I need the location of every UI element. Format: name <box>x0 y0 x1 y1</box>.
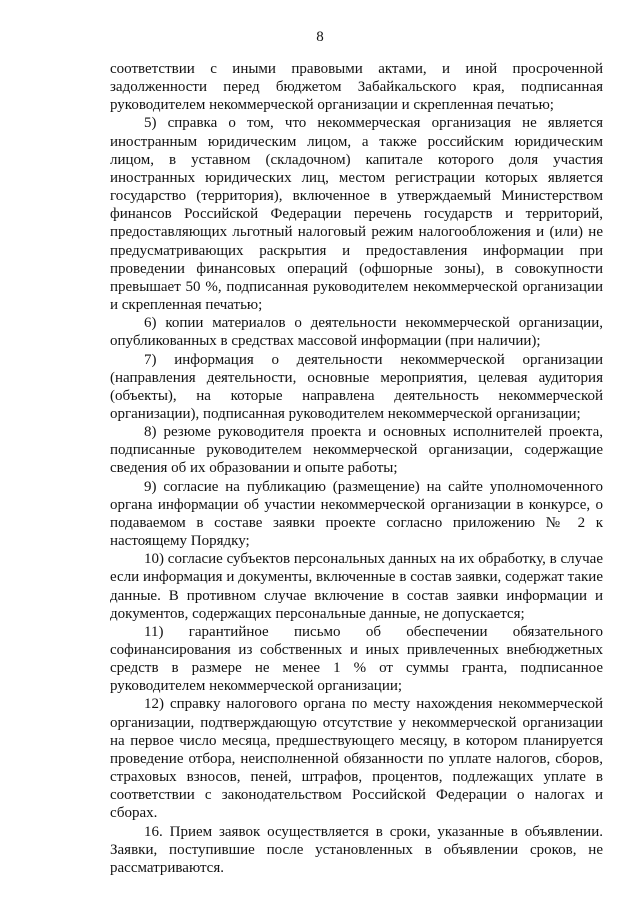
paragraph-section-16: 16. Прием заявок осуществляется в сроки, указанные в объявлении. Заявки, поступившие после установленных в объявлении сроков, не рассматриваются. <box>110 823 603 876</box>
paragraph-item-8: 8) резюме руководителя проекта и основных исполнителей проекта, подписанные руководителем некоммерческой организации, содержащие сведения об их образовании и опыте работы; <box>110 424 603 477</box>
paragraph-item-11: 11) гарантийное письмо об обеспечении обязательного софинансирования из собственных и иных привлеченных внебюджетных средств в размере не менее 1 % от суммы гранта, подписанное руководителем некоммерческой организации; <box>110 623 603 695</box>
paragraph-item-9: 9) согласие на публикацию (размещение) на сайте уполномоченного органа информации об участии некоммерческой организации в конкурсе, о подаваемом в составе заявки проекте согласно приложению № 2 к настоящему Порядку; <box>110 478 603 550</box>
paragraph-item-5: 5) справка о том, что некоммерческая организация не является иностранным юридическим лицом, а также российским юридическим лицом, в уставном (складочном) капитале которого доля участия иностранных юридических лиц, местом регистрации которых является государство (территория), включенное в утверждаемый Министерством финансов Российской Федерации перечень государств и территорий, предоставляющих льготный налоговый режим налогообложения и (или) не предусматривающих раскрытия и предоставления информации при проведении финансовых операций (офшорные зоны), в совокупности превышает 50 %, подписанная руководителем некоммерческой организации и скрепленная печатью; <box>110 115 603 314</box>
paragraph-item-10: 10) согласие субъектов персональных данных на их обработку, в случае если информация и документы, включенные в состав заявки, содержат такие данные. В противном случае включение в состав заявки информации и документов, содержащих персональные данные, не допускается; <box>110 551 603 622</box>
paragraph-item-12: 12) справку налогового органа по месту нахождения некоммерческой организации, подтверждающую отсутствие у некоммерческой организации на первое число месяца, предшествующего месяцу, в котором планируется проведение отбора, неисполненной обязанности по уплате налогов, сборов, страховых взносов, пеней, штрафов, процентов, подлежащих уплате в соответствии с законодательством Российской Федерации о налогах и сборах. <box>110 696 603 822</box>
paragraph-item-7: 7) информация о деятельности некоммерческой организации (направления деятельности, основные мероприятия, целевая аудитория (объекты), на которые направлена деятельность некоммерческой организации), подписанная руководителем некоммерческой организации; <box>110 351 603 422</box>
paragraph-item-6: 6) копии материалов о деятельности некоммерческой организации, опубликованных в средствах массовой информации (при наличии); <box>110 315 603 350</box>
document-body <box>110 60 603 877</box>
paragraph-continuation: соответствии с иными правовыми актами, и иной просроченной задолженности перед бюджетом Забайкальского края, подписанная руководителем некоммерческой организации и скрепленная печатью; <box>110 61 603 114</box>
page-number: 8 <box>316 29 324 45</box>
